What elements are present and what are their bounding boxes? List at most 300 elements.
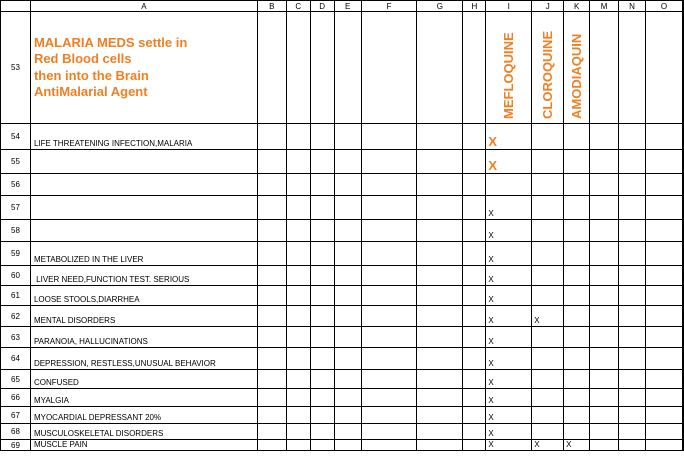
cell-j[interactable] (532, 286, 564, 306)
row-header[interactable]: 64 (1, 348, 31, 370)
cell[interactable] (645, 266, 682, 286)
cell[interactable] (310, 348, 334, 370)
cell-i[interactable]: X (486, 348, 532, 370)
cell[interactable] (257, 242, 286, 266)
cell[interactable] (463, 220, 486, 242)
row-header[interactable]: 69 (1, 440, 31, 451)
row-header[interactable]: 61 (1, 286, 31, 306)
cell[interactable] (334, 174, 361, 196)
cell[interactable] (683, 286, 684, 306)
cell[interactable] (463, 440, 486, 451)
cell-j[interactable] (532, 424, 564, 440)
cell[interactable] (310, 266, 334, 286)
cell[interactable] (310, 327, 334, 348)
column-header-j[interactable]: J (532, 1, 564, 12)
cell[interactable] (463, 266, 486, 286)
cell[interactable] (334, 150, 361, 174)
cell[interactable] (417, 370, 463, 389)
cell[interactable] (310, 242, 334, 266)
cell[interactable] (257, 424, 286, 440)
cell[interactable] (619, 150, 646, 174)
cell[interactable] (683, 370, 684, 389)
cell-a[interactable]: PARANOIA, HALLUCINATIONS (30, 327, 257, 348)
cell[interactable] (310, 306, 334, 327)
cell-j[interactable] (532, 266, 564, 286)
cell[interactable] (361, 407, 417, 424)
cell[interactable] (334, 266, 361, 286)
row-header[interactable]: 62 (1, 306, 31, 327)
cell[interactable] (257, 306, 286, 327)
cell[interactable] (590, 389, 619, 407)
cell[interactable] (334, 286, 361, 306)
row-header[interactable]: 54 (1, 124, 31, 150)
cell[interactable] (463, 327, 486, 348)
cell[interactable] (463, 196, 486, 220)
cell[interactable] (645, 424, 682, 440)
cell[interactable] (417, 327, 463, 348)
cell[interactable] (257, 12, 286, 124)
cell[interactable] (334, 370, 361, 389)
cell[interactable] (334, 124, 361, 150)
cell[interactable] (619, 266, 646, 286)
cell[interactable] (417, 242, 463, 266)
column-header-e[interactable]: E (334, 1, 361, 12)
cell[interactable] (286, 220, 310, 242)
table-row (1, 348, 684, 370)
cell[interactable] (334, 440, 361, 451)
cell[interactable] (361, 124, 417, 150)
cell[interactable] (286, 370, 310, 389)
row-header[interactable]: 60 (1, 266, 31, 286)
cell[interactable] (417, 150, 463, 174)
cell-i[interactable]: X (486, 196, 532, 220)
cell-k[interactable] (564, 196, 590, 220)
cell-i[interactable]: X (486, 124, 532, 150)
cell[interactable] (334, 196, 361, 220)
cell[interactable] (361, 424, 417, 440)
cell[interactable] (286, 150, 310, 174)
cell[interactable] (286, 306, 310, 327)
column-header-n[interactable]: N (619, 1, 646, 12)
cell[interactable] (417, 220, 463, 242)
cell[interactable] (417, 389, 463, 407)
cell[interactable] (590, 196, 619, 220)
cell-i[interactable]: X (486, 327, 532, 348)
cell-a[interactable] (30, 220, 257, 242)
cell[interactable] (645, 196, 682, 220)
cell-i[interactable]: X (486, 242, 532, 266)
table-row (1, 220, 684, 242)
cell-i[interactable]: X (486, 220, 532, 242)
cell[interactable] (310, 150, 334, 174)
cell-k[interactable]: X (564, 440, 590, 451)
column-header-o[interactable]: O (645, 1, 682, 12)
row-header[interactable]: 67 (1, 407, 31, 424)
cell[interactable] (619, 174, 646, 196)
cell-j[interactable] (532, 220, 564, 242)
cell-j[interactable] (532, 348, 564, 370)
cell[interactable] (361, 242, 417, 266)
cell[interactable] (417, 306, 463, 327)
cell[interactable] (361, 12, 417, 124)
drug-header-j[interactable] (532, 12, 564, 124)
cell-i[interactable]: X (486, 424, 532, 440)
cell[interactable] (683, 150, 684, 174)
row-header[interactable]: 68 (1, 424, 31, 440)
cell-a[interactable]: CONFUSED (30, 370, 257, 389)
drug-header-i[interactable] (486, 12, 532, 124)
cell-a[interactable]: MYOCARDIAL DEPRESSANT 20% (30, 407, 257, 424)
cell-a[interactable]: LIFE THREATENING INFECTION,MALARIA (30, 124, 257, 150)
cell-j[interactable] (532, 124, 564, 150)
cell[interactable] (683, 389, 684, 407)
cell-a[interactable]: LIVER NEED,FUNCTION TEST. SERIOUS (30, 266, 257, 286)
cell[interactable] (619, 407, 646, 424)
cell[interactable] (619, 370, 646, 389)
cell[interactable] (286, 12, 310, 124)
cell[interactable] (590, 370, 619, 389)
cell[interactable] (310, 174, 334, 196)
cell[interactable] (286, 348, 310, 370)
cell[interactable] (463, 174, 486, 196)
cell[interactable] (463, 424, 486, 440)
cell[interactable] (310, 424, 334, 440)
cell[interactable] (645, 440, 682, 451)
cell[interactable] (286, 327, 310, 348)
cell[interactable] (286, 174, 310, 196)
column-header-b[interactable]: B (257, 1, 286, 12)
cell[interactable] (361, 389, 417, 407)
cell[interactable] (463, 286, 486, 306)
cell[interactable] (257, 266, 286, 286)
cell[interactable] (257, 327, 286, 348)
cell[interactable] (463, 389, 486, 407)
title-line: Red Blood cells (33, 51, 132, 66)
table-row (1, 124, 684, 150)
cell[interactable] (361, 174, 417, 196)
cell[interactable] (417, 12, 463, 124)
cell[interactable] (683, 242, 684, 266)
cell[interactable] (645, 327, 682, 348)
column-header-m[interactable]: M (590, 1, 619, 12)
cell-j[interactable] (532, 389, 564, 407)
cell-i[interactable]: X (486, 266, 532, 286)
cell[interactable] (257, 440, 286, 451)
cell-a[interactable]: LOOSE STOOLS,DIARRHEA (30, 286, 257, 306)
cell[interactable] (463, 150, 486, 174)
cell-k[interactable] (564, 242, 590, 266)
row-header[interactable]: 53 (1, 12, 31, 124)
drug-header-k[interactable] (564, 12, 590, 124)
cell-k[interactable] (564, 327, 590, 348)
cell-i[interactable]: X (486, 306, 532, 327)
cell-j[interactable] (532, 370, 564, 389)
cell[interactable] (334, 220, 361, 242)
cell-k[interactable] (564, 407, 590, 424)
cell-j[interactable]: X (532, 440, 564, 451)
cell-k[interactable] (564, 266, 590, 286)
cell-k[interactable] (564, 286, 590, 306)
table-row (1, 306, 684, 327)
cell[interactable] (361, 220, 417, 242)
cell[interactable] (683, 424, 684, 440)
cell[interactable] (310, 220, 334, 242)
cell[interactable] (286, 124, 310, 150)
cell[interactable] (590, 327, 619, 348)
row-header[interactable]: 65 (1, 370, 31, 389)
cell-j[interactable] (532, 150, 564, 174)
cell[interactable] (683, 266, 684, 286)
cell[interactable] (310, 370, 334, 389)
cell[interactable] (286, 389, 310, 407)
cell[interactable] (683, 407, 684, 424)
cell[interactable] (645, 407, 682, 424)
cell-j[interactable] (532, 327, 564, 348)
cell-j[interactable] (532, 407, 564, 424)
column-header-h[interactable]: H (463, 1, 486, 12)
cell[interactable] (683, 124, 684, 150)
cell[interactable] (310, 12, 334, 124)
row-header[interactable]: 56 (1, 174, 31, 196)
cell[interactable] (645, 150, 682, 174)
cell-k[interactable] (564, 174, 590, 196)
cell[interactable] (361, 150, 417, 174)
cell-i[interactable]: X (486, 286, 532, 306)
cell-a[interactable]: MYALGIA (30, 389, 257, 407)
cell[interactable] (361, 286, 417, 306)
cell[interactable] (257, 370, 286, 389)
cell[interactable] (257, 348, 286, 370)
cell[interactable] (257, 286, 286, 306)
cell[interactable] (463, 407, 486, 424)
drug-name: CLOROQUINE (539, 30, 555, 119)
cell[interactable] (310, 407, 334, 424)
cell[interactable] (257, 196, 286, 220)
cell[interactable] (286, 424, 310, 440)
cell[interactable] (645, 389, 682, 407)
cell[interactable] (257, 174, 286, 196)
drug-name: AMODIAQUIN (568, 33, 584, 119)
row-header[interactable]: 58 (1, 220, 31, 242)
cell-j[interactable] (532, 242, 564, 266)
cell[interactable] (286, 407, 310, 424)
table-row (1, 389, 684, 407)
cell[interactable] (645, 124, 682, 150)
cell[interactable] (619, 196, 646, 220)
cell-j[interactable]: X (532, 306, 564, 327)
cell[interactable] (417, 407, 463, 424)
cell[interactable] (683, 174, 684, 196)
cell[interactable] (417, 348, 463, 370)
cell[interactable] (645, 242, 682, 266)
cell-i[interactable] (486, 174, 532, 196)
cell[interactable] (257, 389, 286, 407)
row-header[interactable]: 55 (1, 150, 31, 174)
cell[interactable] (619, 286, 646, 306)
cell-i[interactable]: X (486, 150, 532, 174)
cell[interactable] (286, 440, 310, 451)
column-header-i[interactable]: I (486, 1, 532, 12)
column-header-partial[interactable] (683, 1, 684, 12)
cell[interactable] (683, 196, 684, 220)
cell[interactable] (645, 306, 682, 327)
cell[interactable] (619, 440, 646, 451)
cell-k[interactable] (564, 306, 590, 327)
cell-k[interactable] (564, 348, 590, 370)
cell[interactable] (334, 424, 361, 440)
cell[interactable] (361, 327, 417, 348)
select-all-corner[interactable] (1, 1, 31, 12)
cell[interactable] (683, 327, 684, 348)
cell[interactable] (683, 12, 684, 124)
cell[interactable] (619, 389, 646, 407)
cell-k[interactable] (564, 424, 590, 440)
table-row (1, 286, 684, 306)
cell[interactable] (619, 348, 646, 370)
cell[interactable] (590, 286, 619, 306)
row-header[interactable]: 63 (1, 327, 31, 348)
cell[interactable] (590, 440, 619, 451)
cell[interactable] (334, 242, 361, 266)
cell[interactable] (417, 124, 463, 150)
cell[interactable] (590, 306, 619, 327)
cell-k[interactable] (564, 124, 590, 150)
cell[interactable] (463, 370, 486, 389)
cell[interactable] (619, 124, 646, 150)
cell[interactable] (463, 306, 486, 327)
cell[interactable] (645, 220, 682, 242)
cell[interactable] (645, 348, 682, 370)
cell[interactable] (361, 196, 417, 220)
column-header-k[interactable]: K (564, 1, 590, 12)
cell[interactable] (590, 348, 619, 370)
cell[interactable] (683, 348, 684, 370)
cell-a[interactable]: DEPRESSION, RESTLESS,UNUSUAL BEHAVIOR (30, 348, 257, 370)
cell-j[interactable] (532, 196, 564, 220)
cell-i[interactable]: X (486, 389, 532, 407)
cell[interactable] (645, 174, 682, 196)
cell-a[interactable] (30, 196, 257, 220)
cell[interactable] (463, 242, 486, 266)
column-header-a[interactable]: A (30, 1, 257, 12)
cell[interactable] (463, 12, 486, 124)
cell[interactable] (590, 124, 619, 150)
cell[interactable] (334, 348, 361, 370)
cell[interactable] (645, 370, 682, 389)
cell-k[interactable] (564, 389, 590, 407)
cell[interactable] (683, 306, 684, 327)
cell-k[interactable] (564, 150, 590, 174)
cell[interactable] (645, 286, 682, 306)
cell-a[interactable]: MENTAL DISORDERS (30, 306, 257, 327)
cell[interactable] (286, 266, 310, 286)
cell[interactable] (590, 174, 619, 196)
cell[interactable] (417, 424, 463, 440)
cell[interactable] (286, 196, 310, 220)
cell[interactable] (257, 124, 286, 150)
cell[interactable] (590, 407, 619, 424)
cell[interactable] (361, 440, 417, 451)
cell[interactable] (417, 266, 463, 286)
cell[interactable] (590, 266, 619, 286)
cell-k[interactable] (564, 370, 590, 389)
cell[interactable] (417, 286, 463, 306)
cell-a[interactable] (30, 174, 257, 196)
cell[interactable] (310, 440, 334, 451)
column-header-c[interactable]: C (286, 1, 310, 12)
cell[interactable] (590, 150, 619, 174)
cell-a[interactable]: MUSCLE PAIN (30, 440, 257, 451)
row-header[interactable]: 59 (1, 242, 31, 266)
cell[interactable] (590, 424, 619, 440)
cell[interactable] (590, 12, 619, 124)
cell-i[interactable]: X (486, 407, 532, 424)
cell[interactable] (619, 12, 646, 124)
cell[interactable] (619, 242, 646, 266)
cell[interactable] (645, 12, 682, 124)
table-row (1, 407, 684, 424)
cell-j[interactable] (532, 174, 564, 196)
cell[interactable] (257, 407, 286, 424)
cell[interactable] (417, 174, 463, 196)
cell[interactable] (334, 12, 361, 124)
cell[interactable] (334, 327, 361, 348)
cell[interactable] (590, 242, 619, 266)
column-header-g[interactable]: G (417, 1, 463, 12)
cell[interactable] (619, 306, 646, 327)
cell[interactable] (417, 196, 463, 220)
cell[interactable] (619, 327, 646, 348)
cell[interactable] (334, 306, 361, 327)
cell-a[interactable]: MUSCULOSKELETAL DISORDERS (30, 424, 257, 440)
title-line: MALARIA MEDS settle in (33, 34, 188, 50)
column-header-d[interactable]: D (310, 1, 334, 12)
cell[interactable] (463, 124, 486, 150)
cell-i[interactable]: X (486, 440, 532, 451)
cell[interactable] (361, 370, 417, 389)
title-cell[interactable] (30, 12, 257, 124)
cell-a[interactable] (30, 150, 257, 174)
cell[interactable] (361, 306, 417, 327)
cell[interactable] (334, 407, 361, 424)
cell-i[interactable]: X (486, 370, 532, 389)
cell[interactable] (417, 440, 463, 451)
cell[interactable] (286, 286, 310, 306)
cell[interactable] (257, 150, 286, 174)
cell[interactable] (619, 424, 646, 440)
cell[interactable] (590, 220, 619, 242)
column-header-f[interactable]: F (361, 1, 417, 12)
cell[interactable] (334, 389, 361, 407)
cell[interactable] (361, 266, 417, 286)
cell[interactable] (310, 196, 334, 220)
cell[interactable] (463, 348, 486, 370)
cell[interactable] (683, 440, 684, 451)
cell[interactable] (310, 286, 334, 306)
cell[interactable] (310, 124, 334, 150)
cell-k[interactable] (564, 220, 590, 242)
title-line: AntiMalarial Agent (33, 84, 148, 99)
cell[interactable] (286, 242, 310, 266)
row-header[interactable]: 57 (1, 196, 31, 220)
cell[interactable] (683, 220, 684, 242)
row-header[interactable]: 66 (1, 389, 31, 407)
cell-a[interactable]: METABOLIZED IN THE LIVER (30, 242, 257, 266)
cell[interactable] (257, 220, 286, 242)
cell[interactable] (310, 389, 334, 407)
cell[interactable] (619, 220, 646, 242)
cell[interactable] (361, 348, 417, 370)
